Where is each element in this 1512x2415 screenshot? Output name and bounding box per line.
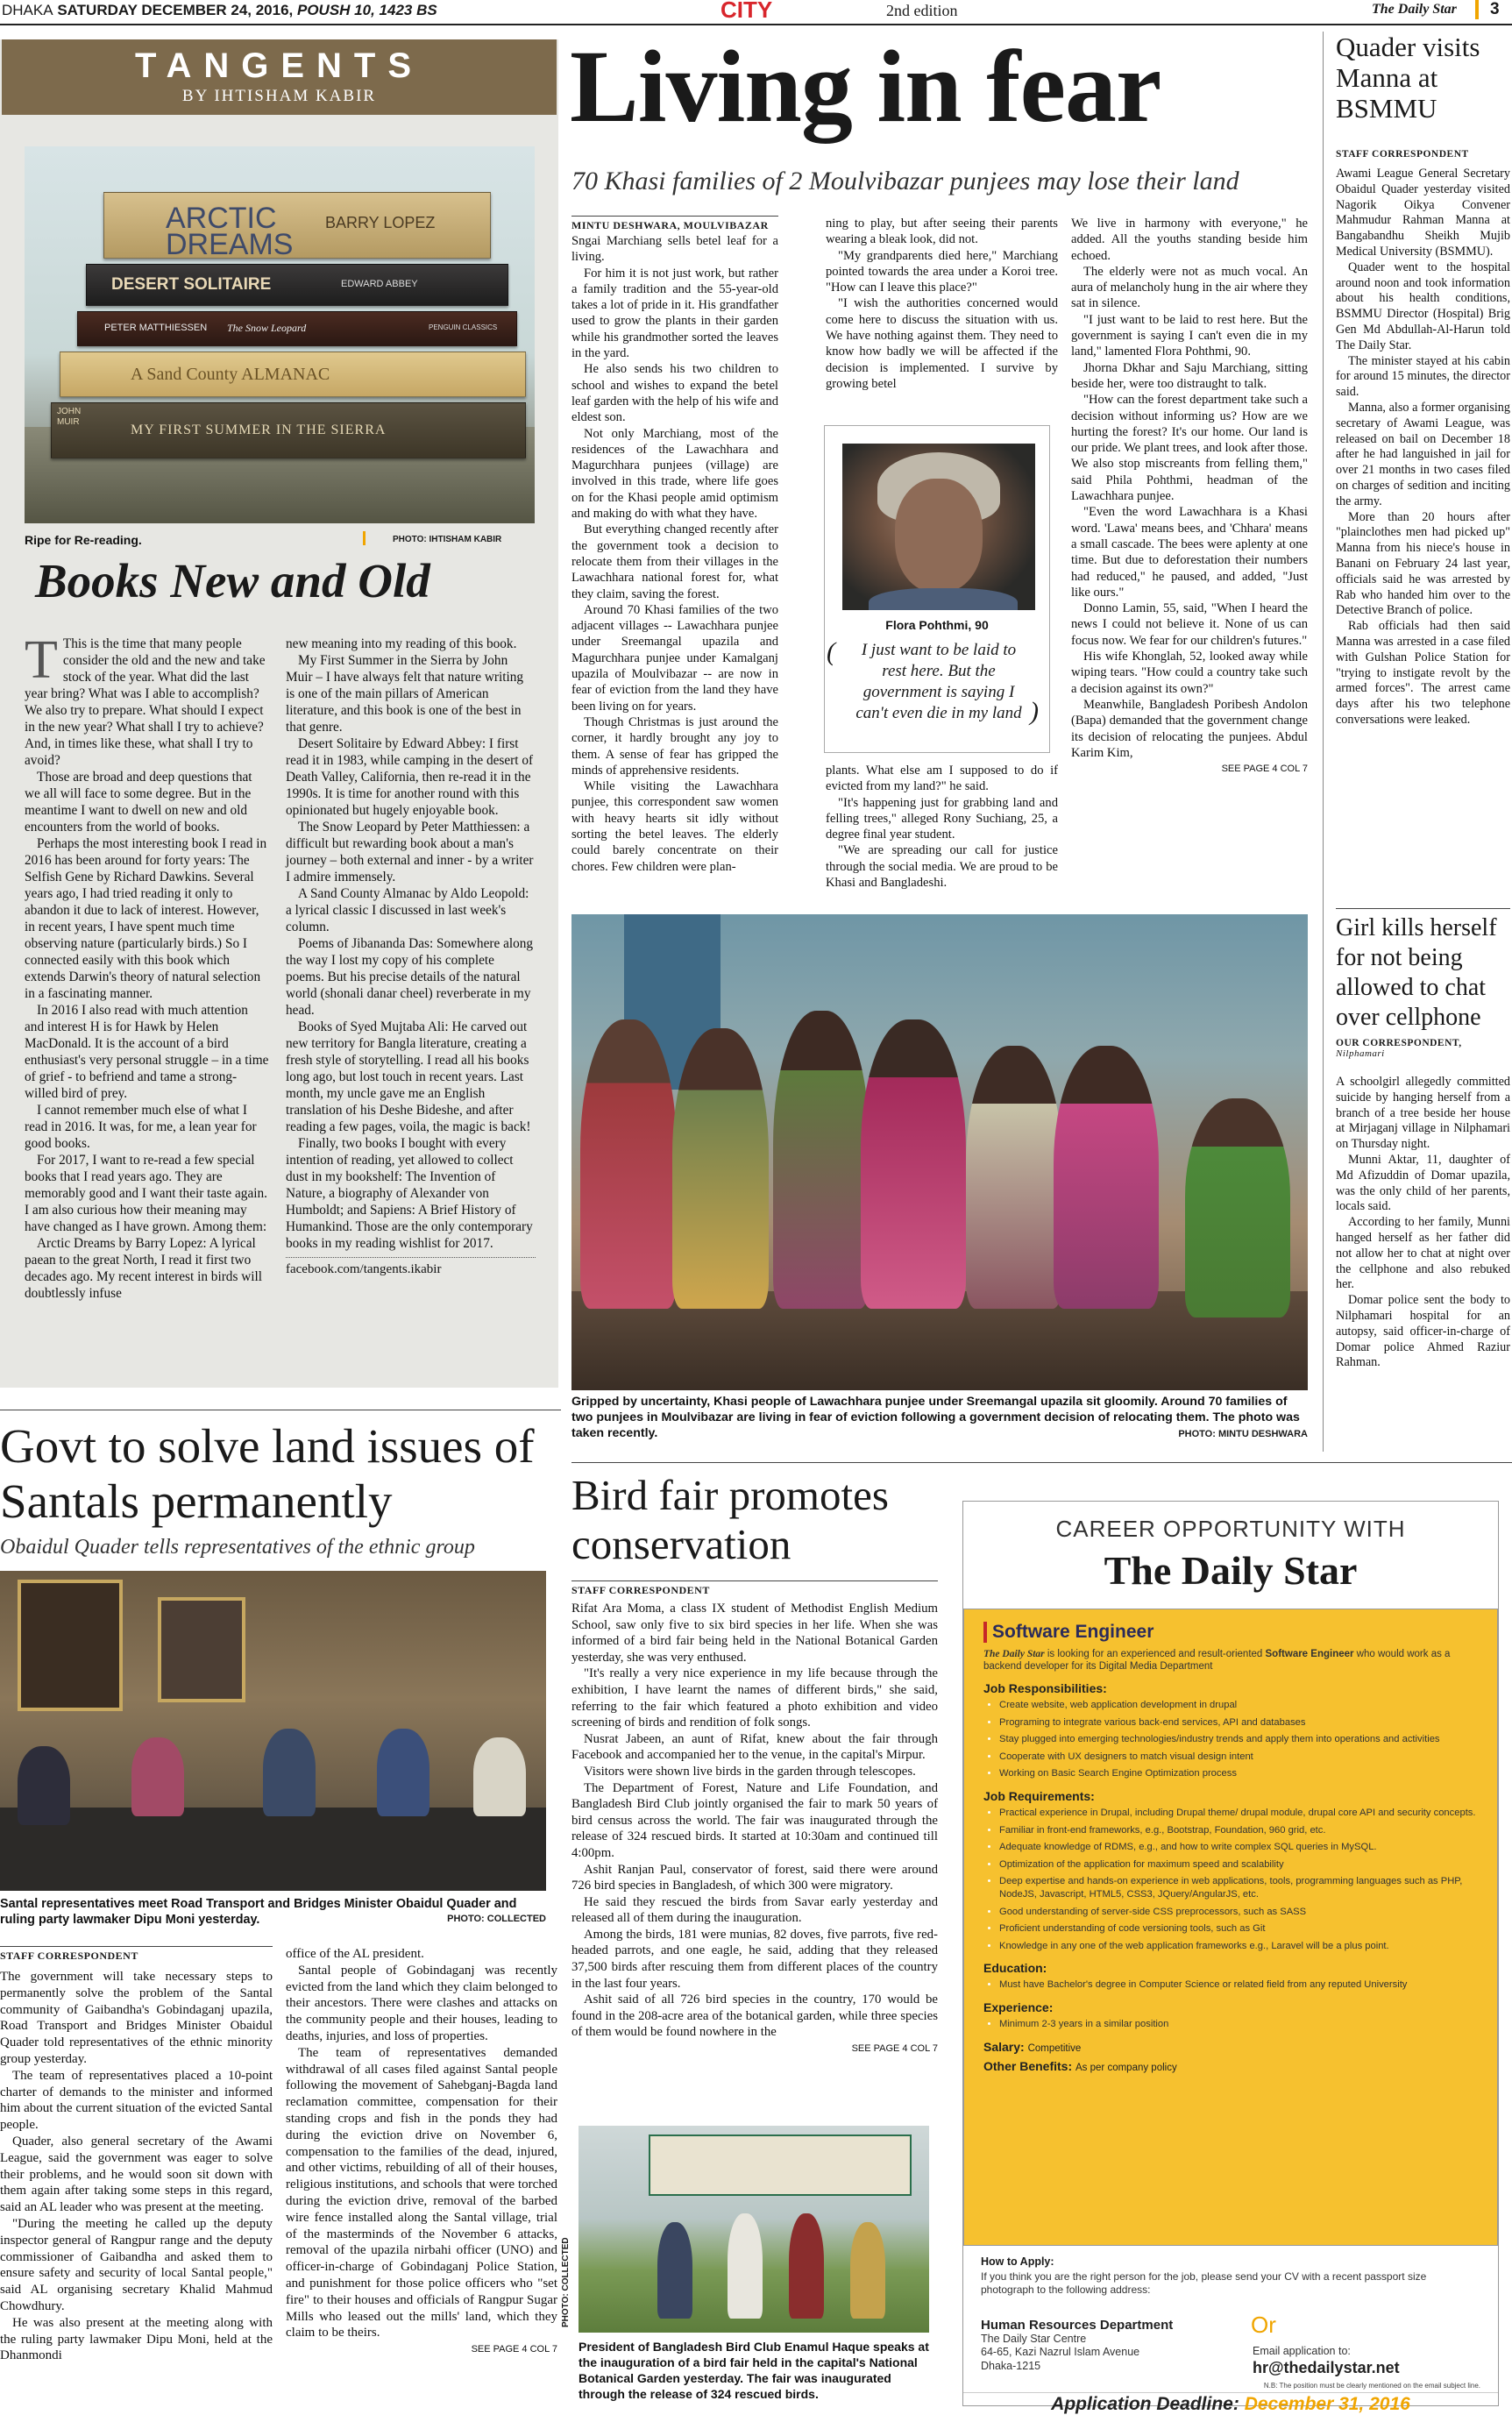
job-req-label: Job Requirements: xyxy=(983,1788,1095,1803)
girl-byline-name: OUR CORRESPONDENT, xyxy=(1336,1038,1462,1048)
bird-para: Nusrat Jabeen, an aunt of Rifat, knew about the fair through Facebook and accompanied her to the venue, in the capital's Mirpur. xyxy=(571,1731,938,1763)
khasi-photo xyxy=(571,914,1308,1390)
tangents-url-rule xyxy=(286,1257,536,1258)
tangents-headline: Books New and Old xyxy=(35,554,430,607)
tangents-author: BY IHTISHAM KABIR xyxy=(181,87,377,105)
bird-byline: STAFF CORRESPONDENT xyxy=(571,1580,938,1597)
fear-para: Sngai Marchiang sells betel leaf for a living. xyxy=(571,234,778,265)
quader-para: Awami League General Secretary Obaidul Quader yesterday visited Nagorik Oikya Convener Mahmudur Rahman Manna at Bangabandhu Sheikh Mujib Medical University (BSMMU). xyxy=(1336,167,1510,259)
fear-para: Donno Lamin, 55, said, "When I heard the news I could not believe it. None of us can focus now. We fear for our children's futures." xyxy=(1071,601,1308,648)
page-number-bar xyxy=(1475,0,1479,19)
list-item: • Working on Basic Search Engine Optimization process xyxy=(999,1767,1476,1780)
list-item: • Proficient understanding of code versioning tools, such as Git xyxy=(999,1922,1476,1936)
tangents-para: For 2017, I want to re-read a few special books that I read years ago. They are memorably good and I want their taste again. I am also curious how their meaning may have changed as I have grown. Among them: xyxy=(25,1153,267,1234)
tangents-column xyxy=(0,39,558,1388)
girl-headline: Girl kills herself for not being allowed to chat over cellphone xyxy=(1336,914,1497,1031)
person-figure xyxy=(789,2213,824,2319)
bird-photo-caption: President of Bangladesh Bird Club Enamul Haque speaks at the inauguration of a bird fair held in the capital's National Botanical Garden yesterday. The fair was inaugurated through the release of 324 rescued birds. xyxy=(579,2340,929,2401)
quader-para: Quader went to the hospital around noon and took information about his health conditions, BSMMU Director (Hospital) Brig Gen Md Abdullah-Al-Harun told The Daily Star. xyxy=(1336,259,1510,352)
masthead-rule xyxy=(0,24,1512,25)
quader-byline: STAFF CORRESPONDENT xyxy=(1336,149,1469,160)
khasi-photo-credit: PHOTO: MINTU DESHWARA xyxy=(1178,1429,1308,1439)
person-figure xyxy=(580,1019,677,1309)
book-spine-1: ARCTIC DREAMS BARRY LOPEZ xyxy=(103,192,491,259)
fear-para: "I just want to be laid to rest here. But the government is saying I can't even die in my land," lamented Flora Pohthmi, 90. xyxy=(1071,312,1308,359)
job-intro xyxy=(983,1648,1476,1673)
bird-banner xyxy=(649,2134,912,2196)
edition-label: 2nd edition xyxy=(886,2,958,19)
bird-para: He said they rescued the birds from Savar early yesterday and released all of them during the inauguration. xyxy=(571,1894,938,1926)
job-address-line: The Daily Star Centre xyxy=(981,2332,1087,2345)
bird-para: "It's really a very nice experience in my life because through the exhibition, I have learnt the names of different birds," she said, referring to the fair which featured a photo exhibition and video screening of birds and rendition of folk songs. xyxy=(571,1666,938,1730)
tangents-para: My First Summer in the Sierra by John Muir – I have always felt that nature writing is one of the main pillars of American literature, and this book is one of the best in that genre. xyxy=(286,653,524,735)
fear-deck: 70 Khasi families of 2 Moulvibazar punjees may lose their land xyxy=(571,167,1239,195)
job-ad-frame xyxy=(962,1501,1499,2414)
person-figure xyxy=(18,1746,70,1825)
fear-para: But everything changed recently after the government took a decision to relocate them from their villages in the Lawachhara national forest for, what they claim, saving the forest. xyxy=(571,522,778,601)
santals-para: The team of representatives placed a 10-point charter of demands to the minister and informed him about the current situation of the evicted Santal people. xyxy=(0,2068,273,2133)
job-benefits: Other Benefits: As per company policy xyxy=(983,2058,1177,2073)
pullquote-text: I just want to be laid to rest here. But the government is saying I can't even die in my land xyxy=(855,641,1022,722)
tangents-para: new meaning into my reading of this book. xyxy=(286,636,517,651)
book-spine-5: JOHN MUIR MY FIRST SUMMER IN THE SIERRA xyxy=(51,402,526,458)
job-apply-text: If you think you are the right person for the job, please send your CV with a recent passport size photograph to the following address: xyxy=(981,2270,1427,2296)
bird-para: The Department of Forest, Nature and Life Foundation, and Bangladesh Bird Club jointly organised the fair to mark 50 years of bird census across the world. The fair was inaugurated through the release of 324 rescued birds. It started at 10:30am and continued till 4:00pm. xyxy=(571,1780,938,1860)
fear-para: plants. What else am I supposed to do if evicted from my land?" he said. xyxy=(826,764,1058,794)
person-figure xyxy=(1185,1098,1290,1318)
job-deadline-rule xyxy=(963,2392,1498,2393)
job-intro-mid: is looking for an experienced and result-oriented xyxy=(1044,1649,1266,1659)
fear-col1 xyxy=(571,233,778,875)
dateline-bangla: POUSH 10, 1423 BS xyxy=(297,2,437,18)
list-item: • Create website, web application development in drupal xyxy=(999,1699,1476,1712)
portrait-frame xyxy=(18,1580,123,1711)
paper-name: The Daily Star xyxy=(1372,2,1457,17)
list-item: • Knowledge in any one of the web application frameworks e.g., Laravel will be a plus point. xyxy=(999,1940,1476,1953)
page-number: 3 xyxy=(1490,0,1500,18)
fear-para: Though Christmas is just around the corner, it hardly brought any joy to them. A sense of fear has gripped the minds of apprehensive residents. xyxy=(571,714,778,778)
job-exp-label: Experience: xyxy=(983,1999,1054,2014)
pullquote xyxy=(827,637,1039,726)
santals-deck: Obaidul Quader tells representatives of the ethnic group xyxy=(0,1536,475,1559)
tangents-para: A Sand County Almanac by Aldo Leopold: a lyrical classic I discussed in last week's column. xyxy=(286,886,529,934)
book-spine-4: A Sand County ALMANAC xyxy=(60,352,526,397)
list-item: • Programing to integrate various back-end services, API and databases xyxy=(999,1716,1476,1730)
fear-para: Not only Marchiang, most of the residences of the Lawachhara and Magurchhara punjees (village) are involved in this trade, where life goes on for the Khasi people amid optimism and making do with what they have. xyxy=(571,426,778,522)
fear-para: Around 70 Khasi families of the two adjacent villages -- Lawachhara punjee under Sreemangal upazila and Magurchhara punjee under Kamalganj upazila of Moulvibazar -- are now in fear of eviction from the land they have been living on for years. xyxy=(571,602,778,714)
tangents-para: Desert Solitaire by Edward Abbey: I first read it in 1983, while camping in the desert of Death Valley, California, then re-read it in the 1990s. It is time for another round with this opinionated but hugely enjoyable book. xyxy=(286,736,534,818)
job-apply-label: How to Apply: xyxy=(981,2255,1054,2268)
tangents-url[interactable]: facebook.com/tangents.ikabir xyxy=(286,1262,442,1276)
santals-byline: STAFF CORRESPONDENT xyxy=(0,1946,273,1963)
dateline-city: DHAKA xyxy=(2,2,53,18)
bird-photo-credit: PHOTO: COLLECTED xyxy=(561,2237,571,2327)
job-address xyxy=(981,2319,1209,2373)
job-salary-value: Competitive xyxy=(1027,2042,1082,2054)
person-figure xyxy=(728,2213,763,2319)
job-salary: Salary: Competitive xyxy=(983,2039,1082,2054)
girl-body xyxy=(1336,1075,1510,1371)
job-address-line: 64-65, Kazi Nazrul Islam Avenue xyxy=(981,2346,1140,2359)
khasi-photo-caption: Gripped by uncertainty, Khasi people of Lawachhara punjee under Sreemangal upazila sit gloomily. Around 70 families of two punjees in Moulvibazar are living in fear of eviction following a government decision of relocating them. The photo was taken recently. xyxy=(571,1395,1300,1440)
job-requirements xyxy=(983,1807,1476,1952)
job-resp-label: Job Responsibilities: xyxy=(983,1681,1107,1695)
tangents-para: Books of Syed Mujtaba Ali: He carved out new territory for Bangla literature, creating a fresh style of storytelling. I read all his books long ago, but lost touch in recent years. Last month, my uncle gave me an English translation of his Deshe Bideshe, and after reading a few pages, voila, the magic is back! xyxy=(286,1019,531,1134)
job-logo: The Daily Star xyxy=(1104,1548,1358,1593)
santals-para: He was also present at the meeting along with the ruling party lawmaker Dipu Moni, held at the Dhanmondi xyxy=(0,2315,273,2363)
list-item: • Minimum 2-3 years in a similar position xyxy=(999,2018,1476,2031)
fear-para: "I wish the authorities concerned would come here to discuss the situation with us. We have nothing against them. They need to know how badly we will be affected if the decision is implemented. I survive by growing betel xyxy=(826,296,1058,391)
job-note: N.B: The position must be clearly mentioned on the email subject line. xyxy=(1263,2382,1480,2390)
tangents-para: I cannot remember much else of what I read in 2016. It was, for me, a lean year for good books. xyxy=(25,1103,257,1151)
fear-para: "Even the word Lawachhara is a Khasi word. 'Lawa' means bees, and 'Chhara' means a small cascade. The bees were aplenty at one time. But due to deforestation their numbers had reduced," he paused, and added, "Just like ours." xyxy=(1071,505,1308,600)
fear-para: We live in harmony with everyone," he added. All the youths standing beside him echoed. xyxy=(1071,217,1308,263)
tangents-para: T This is the time that many people consider the old and the new and take stock of the year. What did the last year bring? What was I able to accomplish? We also try to prepare. What should I expect in the new year? What shall I try to achieve? And, in times like these, what shall I try to avoid? xyxy=(25,630,266,768)
bird-para: Among the birds, 181 were munias, 82 doves, five parrots, five red-headed parrots, and one eagle, he said, adding that they released 37,500 birds after rescuing them from different places of the country in the last four years. xyxy=(571,1927,938,1991)
job-experience xyxy=(983,2018,1476,2031)
job-deadline xyxy=(963,2394,1498,2415)
books-photo xyxy=(25,146,535,523)
person-figure xyxy=(1054,1046,1159,1309)
list-item: • Practical experience in Drupal, including Drupal theme/ drupal module, drupal core API and security concepts. xyxy=(999,1807,1476,1820)
santals-para: office of the AL president. xyxy=(286,1947,424,1961)
fear-see-more[interactable]: SEE PAGE 4 COL 7 xyxy=(1221,764,1308,775)
job-intro-bold: Software Engineer xyxy=(1265,1649,1354,1659)
fear-para: "My grandparents died here," Marchiang pointed towards the area under a Koroi tree. "How can I leave this place?" xyxy=(826,248,1058,295)
list-item: • Good understanding of server-side CSS preprocessors, such as SASS xyxy=(999,1906,1476,1919)
tangents-col2 xyxy=(286,636,536,1278)
fear-col2b xyxy=(826,763,1058,891)
fear-para: ning to play, but after seeing their parents wearing a bleak look, did not. xyxy=(826,217,1058,247)
portrait-face xyxy=(895,479,983,593)
list-item: • Optimization of the application for maximum speed and scalability xyxy=(999,1858,1476,1872)
masthead xyxy=(0,0,1512,23)
fear-para: While visiting the Lawachhara punjee, this correspondent saw women with heavy hearts sit idly without sorting the betel leaves. The elderly could barely concentrate on their chores. Few children were plan- xyxy=(571,779,778,874)
girl-byline-place: Nilphamari xyxy=(1336,1048,1385,1059)
santals-col1 xyxy=(0,1969,273,2364)
person-figure xyxy=(861,1019,966,1309)
quader-end-rule xyxy=(1336,908,1510,909)
bird-para: Visitors were shown live birds in the garden through telescopes. xyxy=(584,1764,916,1779)
job-address-dept: Human Resources Department xyxy=(981,2318,1174,2333)
job-edu-label: Education: xyxy=(983,1961,1047,1976)
quader-para: The minister stayed at his cabin for around 15 minutes, the director said. xyxy=(1336,353,1510,400)
job-deadline-date: December 31, 2016 xyxy=(1244,2394,1410,2414)
tangents-para: Those are broad and deep questions that we all will face to some degree. But in the meantime I want to dwell on new and old encounters from the world of books. xyxy=(25,770,252,835)
quader-headline: Quader visits Manna at BSMMU xyxy=(1336,32,1480,124)
girl-para: Domar police sent the body to Nilphamari hospital for an autopsy, said officer-in-charge of Domar police Ahmed Raziur Rahman. xyxy=(1336,1293,1510,1370)
girl-para: A schoolgirl allegedly committed suicide by hanging herself from a branch of a tree beside her house at Mirjaganj village in Nilphamari on Thursday night. xyxy=(1336,1075,1510,1152)
fear-para: Meanwhile, Bangladesh Poribesh Andolon (Bapa) demanded that the government change its decision of relocating the punjees. Abdul Karim Kim, xyxy=(1071,697,1308,760)
pullquote-close-mark: ) xyxy=(1030,697,1039,726)
job-email[interactable]: hr@thedailystar.net xyxy=(1253,2359,1400,2376)
person-figure xyxy=(473,1737,526,1816)
section-label: CITY xyxy=(721,0,773,23)
caption-divider xyxy=(363,531,366,545)
santals-photo xyxy=(0,1571,546,1891)
job-address-line: Dhaka-1215 xyxy=(981,2359,1041,2372)
quader-body xyxy=(1336,167,1510,728)
girl-para: Munni Aktar, 11, daughter of Md Afizuddin of Domar upazila, was the only child of her parents, locals said. xyxy=(1336,1152,1510,1214)
pullquote-open-mark: ( xyxy=(827,637,835,666)
fear-para: "It's happening just for grabbing land and felling trees," alleged Rony Suchiang, 25, a degree final year student. xyxy=(826,795,1058,842)
job-deadline-label: Application Deadline: xyxy=(1051,2394,1239,2414)
fear-col2a xyxy=(826,216,1058,392)
meeting-table xyxy=(0,1808,546,1891)
santals-headline: Govt to solve land issues of Santals permanently xyxy=(0,1419,535,1528)
portrait-caption: Flora Pohthmi, 90 xyxy=(885,618,989,632)
tangents-photo-caption: Ripe for Re-reading. xyxy=(25,533,142,547)
person-figure xyxy=(377,1729,429,1816)
job-title: Software Engineer xyxy=(983,1622,1476,1643)
person-figure xyxy=(131,1737,184,1816)
job-or: Or xyxy=(1251,2312,1276,2338)
dateline xyxy=(2,2,437,19)
tangents-banner xyxy=(2,39,557,115)
right-column-rule xyxy=(1323,32,1324,1452)
bird-para: Rifat Ara Moma, a class IX student of Methodist English Medium School, saw only five to six bird species in her life. When she was informed of a bird fair being held in the National Botanical Garden yesterday, she was very enthused. xyxy=(571,1602,938,1665)
quader-para: More than 20 hours after "plainclothes men had picked up" Manna from his niece's house in Banani on February 24 last year, officials said he was arrested by Rab who handed him over to the Detective Branch of police. xyxy=(1336,509,1510,618)
job-email-label: Email application to: xyxy=(1253,2345,1351,2357)
tangents-col1 xyxy=(25,630,270,1302)
santals-col2 xyxy=(286,1946,557,2358)
santals-para: Santal people of Gobindaganj was recently evicted from the land which they claim belonged to their ancestors. There were clashes and attacks on the community people and their houses, leading to deaths, injuries, and loss of properties. xyxy=(286,1963,557,2043)
fear-para: "How can the forest department take such a decision without informing us? How are we hurting the forest? It's our home. Our land is our pride. We plant trees, and look after those. We also stop miscreants from felling them," said Phila Pohthmi, headman of the Lawachhara punjee. xyxy=(1071,393,1308,504)
bird-body xyxy=(571,1601,938,2057)
fear-para: Jhorna Dkhar and Saju Marchiang, sitting beside her, were too distraught to talk. xyxy=(1071,360,1308,391)
person-figure xyxy=(263,1729,316,1816)
tangents-title: TANGENTS xyxy=(134,46,424,85)
tangents-para: Arctic Dreams by Barry Lopez: A lyrical paean to the great North, I read it first two decades ago. My recent interest in birds will doubtlessly infuse xyxy=(25,1236,263,1301)
fear-para: His wife Khonglah, 52, looked away while wiping tears. "How could a country take such a decision against its own?" xyxy=(1071,650,1308,696)
list-item: • Must have Bachelor's degree in Computer Science or related field from any reputed University xyxy=(999,1978,1476,1992)
santals-para: The team of representatives demanded withdrawal of all cases filed against Santal people following the movement of Sahebganj-Bagda land reclamation committee, compensation for their standing crops and fish in the ponds they had during the eviction drive on November 6, compensation to the families of the dead, injured, and other victims, rebuilding of all of their houses, religious institutions, and schools that were torched during the eviction drive, removal of the barbed wire fence installed along the Santal village, trial of the masterminds of the November 6 attacks, removal of the upazila nirbahi officer (UNO) and officer-in-charge of Gobindaganj Police Station, and punishment for those police officers who "set fire" to their houses and officials of Rangpur Sugar Mills who leased out the mills' land, which they claim to be theirs. xyxy=(286,2045,557,2340)
tangents-para: Perhaps the most interesting book I read in 2016 has been around for forty years: The Selfish Gene by Richard Dawkins. Several years ago, I had tried reading it only to abandon it due to lack of interest. However, in recent years, I have spent much time observing nature (particularly birds.) So I connected easily with this book which extends Darwin's theory of natural selection in a fascinating manner. xyxy=(25,836,267,1001)
portrait-frame xyxy=(158,1597,245,1702)
santals-see-more[interactable]: SEE PAGE 4 COL 7 xyxy=(471,2344,557,2355)
portrait-box xyxy=(824,425,1050,753)
santals-para: "During the meeting he called up the deputy inspector general of Rangpur range and the deputy commissioner of Gaibandha and asked them to ensure safety and security of local Santal people," said AL organising secretary Khalid Mahmud Chowdhury. xyxy=(0,2216,273,2313)
bird-para: Ashit Ranjan Paul, conservator of forest, said there were around 726 bird species in Bangladesh, of which 300 were migratory. xyxy=(571,1862,938,1893)
fear-para: "We are spreading our call for justice through the social media. We are proud to be Khasi and Bangladeshi. xyxy=(826,843,1058,891)
list-item: • Stay plugged into emerging technologies/industry trends and apply them into operations and activities xyxy=(999,1733,1476,1746)
dateline-date: SATURDAY DECEMBER 24, 2016, xyxy=(57,2,294,18)
tangents-para: The Snow Leopard by Peter Matthiessen: a difficult but rewarding book about a man's journey – both external and inner - by a writer I admire immensely. xyxy=(286,820,534,884)
santals-photo-credit: PHOTO: COLLECTED xyxy=(447,1914,546,1924)
girl-para: According to her family, Munni hanged herself as her father did not allow her to chat at night over the cellphone and also rebuked her. xyxy=(1336,1215,1510,1292)
job-responsibilities xyxy=(983,1699,1476,1780)
job-benefits-value: As per company policy xyxy=(1075,2062,1177,2073)
bird-para: Ashit said of all 726 bird species in the country, 170 would be found in the 208-acre area of the botanical garden, while three species of them would be found nowhere in the xyxy=(571,1992,938,2040)
portrait-photo xyxy=(842,444,1035,610)
tangents-para: In 2016 I also read with much attention and interest H is for Hawk by Helen MacDonald. It is the account of a bird enthusiast's very personal struggle – in a time of grief - to befriend and tame a strong-willed bird of prey. xyxy=(25,1003,269,1101)
job-ad-body xyxy=(963,1609,1498,2246)
fear-col3 xyxy=(1071,216,1308,777)
fear-headline: Living in fear xyxy=(570,29,1161,144)
fear-para: The elderly were not as much vocal. An aura of melancholy hung in the air where they sat in silence. xyxy=(1071,264,1308,311)
job-apply xyxy=(981,2255,1480,2297)
quader-para: Manna, also a former organising secretary of Awami League, was released on bail on December 18 after he had languished in jail for over 21 months in two cases filed on charges of sedition and inciting the army. xyxy=(1336,400,1510,508)
drop-cap: T xyxy=(25,630,58,690)
person-figure xyxy=(773,1011,870,1309)
book-spine-2: DESERT SOLITAIRE EDWARD ABBEY xyxy=(86,264,508,306)
list-item: • Familiar in front-end frameworks, e.g., Bootstrap, Foundation, 960 grid, etc. xyxy=(999,1824,1476,1837)
list-item: • Cooperate with UX designers to match visual design intent xyxy=(999,1751,1476,1764)
job-heading: CAREER OPPORTUNITY WITH xyxy=(1055,1516,1406,1542)
santals-para: Quader, also general secretary of the Awami League, said the government was eager to solve their problems, and he would soon sit down with them again after taking some steps in this regard, said an AL leader who was present at the meeting. xyxy=(0,2134,273,2215)
santals-para: The government will take necessary steps to permanently solve the problem of the Santal community of Gaibandha's Gobindaganj upazila, Road Transport and Bridges Minister Obaidul Quader told representatives of the ethnic minority group yesterday. xyxy=(0,1970,273,2066)
santals-photo-caption: Santal representatives meet Road Transport and Bridges Minister Obaidul Quader and ruling party lawmaker Dipu Moni yesterday. xyxy=(0,1897,517,1927)
section-divider xyxy=(571,1462,1512,1463)
book-spine-3: PETER MATTHIESSEN The Snow Leopard PENGUIN CLASSICS xyxy=(77,311,517,346)
job-intro-paper: The Daily Star xyxy=(983,1649,1045,1659)
person-figure xyxy=(850,2222,885,2319)
tangents-photo-credit: PHOTO: IHTISHAM KABIR xyxy=(393,535,502,544)
bird-photo xyxy=(579,2126,929,2333)
tangents-para: Poems of Jibananda Das: Somewhere along the way I lost my copy of his complete poems. But his precise details of the natural world (shonali danar cheel) reverberate in my head. xyxy=(286,936,534,1018)
fear-para: He also sends his two children to school and wishes to expand the betel leaf garden with the help of his wife and eldest son. xyxy=(571,362,778,425)
fear-para: For him it is not just work, but rather a family tradition and the 55-year-old takes a lot of pride in it. His grandfather used to grow the plants in their garden while his grandmother sorted the leaves in the yard. xyxy=(571,266,778,361)
quader-para: Rab officials had then said Manna was arrested in a case filed with Gulshan Police Station for "trying to instigate revolt by the armed forces". The arrest came days after his two telephone conversations were leaked. xyxy=(1336,619,1510,727)
bird-headline: Bird fair promotes conservation xyxy=(571,1471,889,1568)
job-intro-post: who would work as a backend developer for its Digital Media Department xyxy=(983,1649,1451,1672)
list-item: • Adequate knowledge of RDMS, e.g., and how to write complex SQL queries in MySQL. xyxy=(999,1841,1476,1854)
person-figure xyxy=(672,1028,769,1309)
bird-see-more[interactable]: SEE PAGE 4 COL 7 xyxy=(851,2043,938,2055)
tangents-para: Finally, two books I bought with every intention of reading, yet allowed to collect dust in my bookshelf: The Invention of Nature, a biography of Alexander von Humboldt; and Sapiens: A Brief History of Humankind. Those are the only contemporary books in my reading wishlist for 2017. xyxy=(286,1136,533,1251)
girl-byline xyxy=(1336,1038,1510,1059)
job-education xyxy=(983,1978,1476,1992)
portrait-shawl xyxy=(869,588,1018,610)
person-figure xyxy=(657,2222,692,2319)
fear-byline: MINTU DESHWARA, MOULVIBAZAR xyxy=(571,216,778,232)
list-item: • Deep expertise and hands-on experience in web applications, tools, programming languages such as PHP, NodeJS, Javascript, HTML5, CSS3, JQuery/AngularJS, etc. xyxy=(999,1875,1476,1900)
person-figure xyxy=(966,1046,1062,1309)
